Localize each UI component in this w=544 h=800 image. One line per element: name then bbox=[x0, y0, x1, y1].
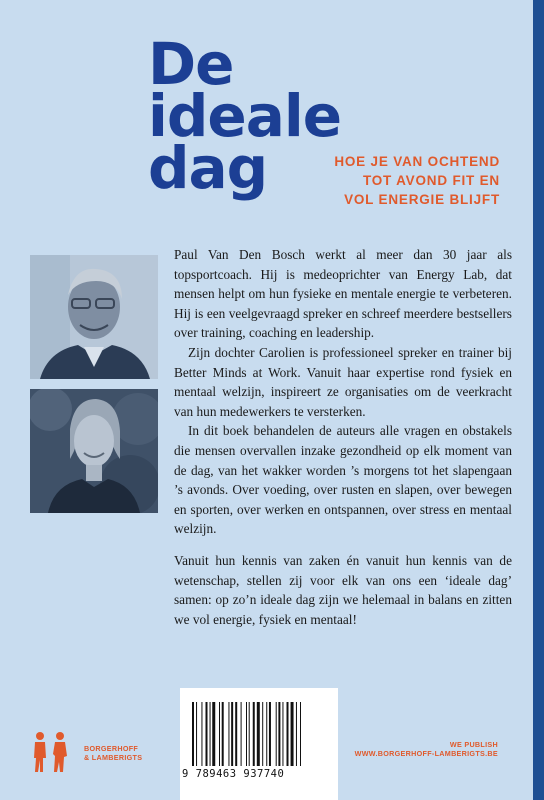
paragraph-3: In dit boek behandelen de auteurs alle vragen en obstakels die mensen overvallen inzake gezondheid op elk moment van de dag, van het wakker worden ’s morgens tot het slapengaan ’s avonds. Over voeding, over rusten en slapen, over bewegen en sporten, over werken en ontspannen, over stress en mentaal welzijn. bbox=[174, 423, 512, 537]
publisher-website-block bbox=[355, 740, 498, 758]
isbn-number: 9 789463 937740 bbox=[182, 768, 285, 780]
publisher-name bbox=[84, 744, 142, 762]
author-photo-woman bbox=[30, 389, 158, 513]
paragraph-4: Vanuit hun kennis van zaken én vanuit hun kennis van de wetenschap, stellen zij voor elk van ons een ‘ideale dag’ samen: op zo’n ideale dag zijn we helemaal in balans en zitten we vol energie, fysiek en mentaal! bbox=[174, 552, 512, 627]
title-line-1: De bbox=[148, 30, 234, 98]
publisher-name-line-1: BORGERHOFF bbox=[84, 744, 139, 753]
book-subtitle bbox=[250, 152, 500, 209]
publisher-tagline: WE PUBLISH bbox=[449, 740, 498, 749]
author-photo-man bbox=[30, 255, 158, 379]
title-line-3: dag bbox=[148, 134, 268, 202]
publisher-website-link[interactable]: WWW.BORGERHOFF-LAMBERIGTS.BE bbox=[354, 749, 498, 758]
publisher-name-line-2: & LAMBERIGTS bbox=[84, 753, 143, 762]
paragraph-2: Zijn dochter Carolien is professioneel spreker en trainer bij Better Minds at Work. Vanuit haar expertise rond fysiek en mentaal welzijn, inspireert ze organisaties om de veerkracht van hun medewerkers te versterken. bbox=[174, 344, 512, 419]
subtitle-line-2: TOT AVOND FIT EN bbox=[362, 173, 500, 188]
publisher-logo-icon bbox=[28, 730, 78, 774]
title-line-2: ideale bbox=[148, 82, 342, 150]
spine-strip bbox=[533, 0, 544, 800]
subtitle-line-3: VOL ENERGIE BLIJFT bbox=[344, 192, 500, 207]
back-cover-text bbox=[174, 245, 512, 629]
barcode-bars bbox=[192, 702, 332, 766]
subtitle-line-1: HOE JE VAN OCHTEND bbox=[334, 154, 500, 169]
isbn-barcode bbox=[180, 688, 338, 800]
paragraph-1: Paul Van Den Bosch werkt al meer dan 30 jaar als topsportcoach. Hij is medeoprichter van Energy Lab, dat mensen helpt om hun fysieke en mentale energie te verbeteren. Hij is een veelgevraagd spreker en schreef meerdere bestsellers over training, coaching en leadership. bbox=[174, 247, 512, 341]
